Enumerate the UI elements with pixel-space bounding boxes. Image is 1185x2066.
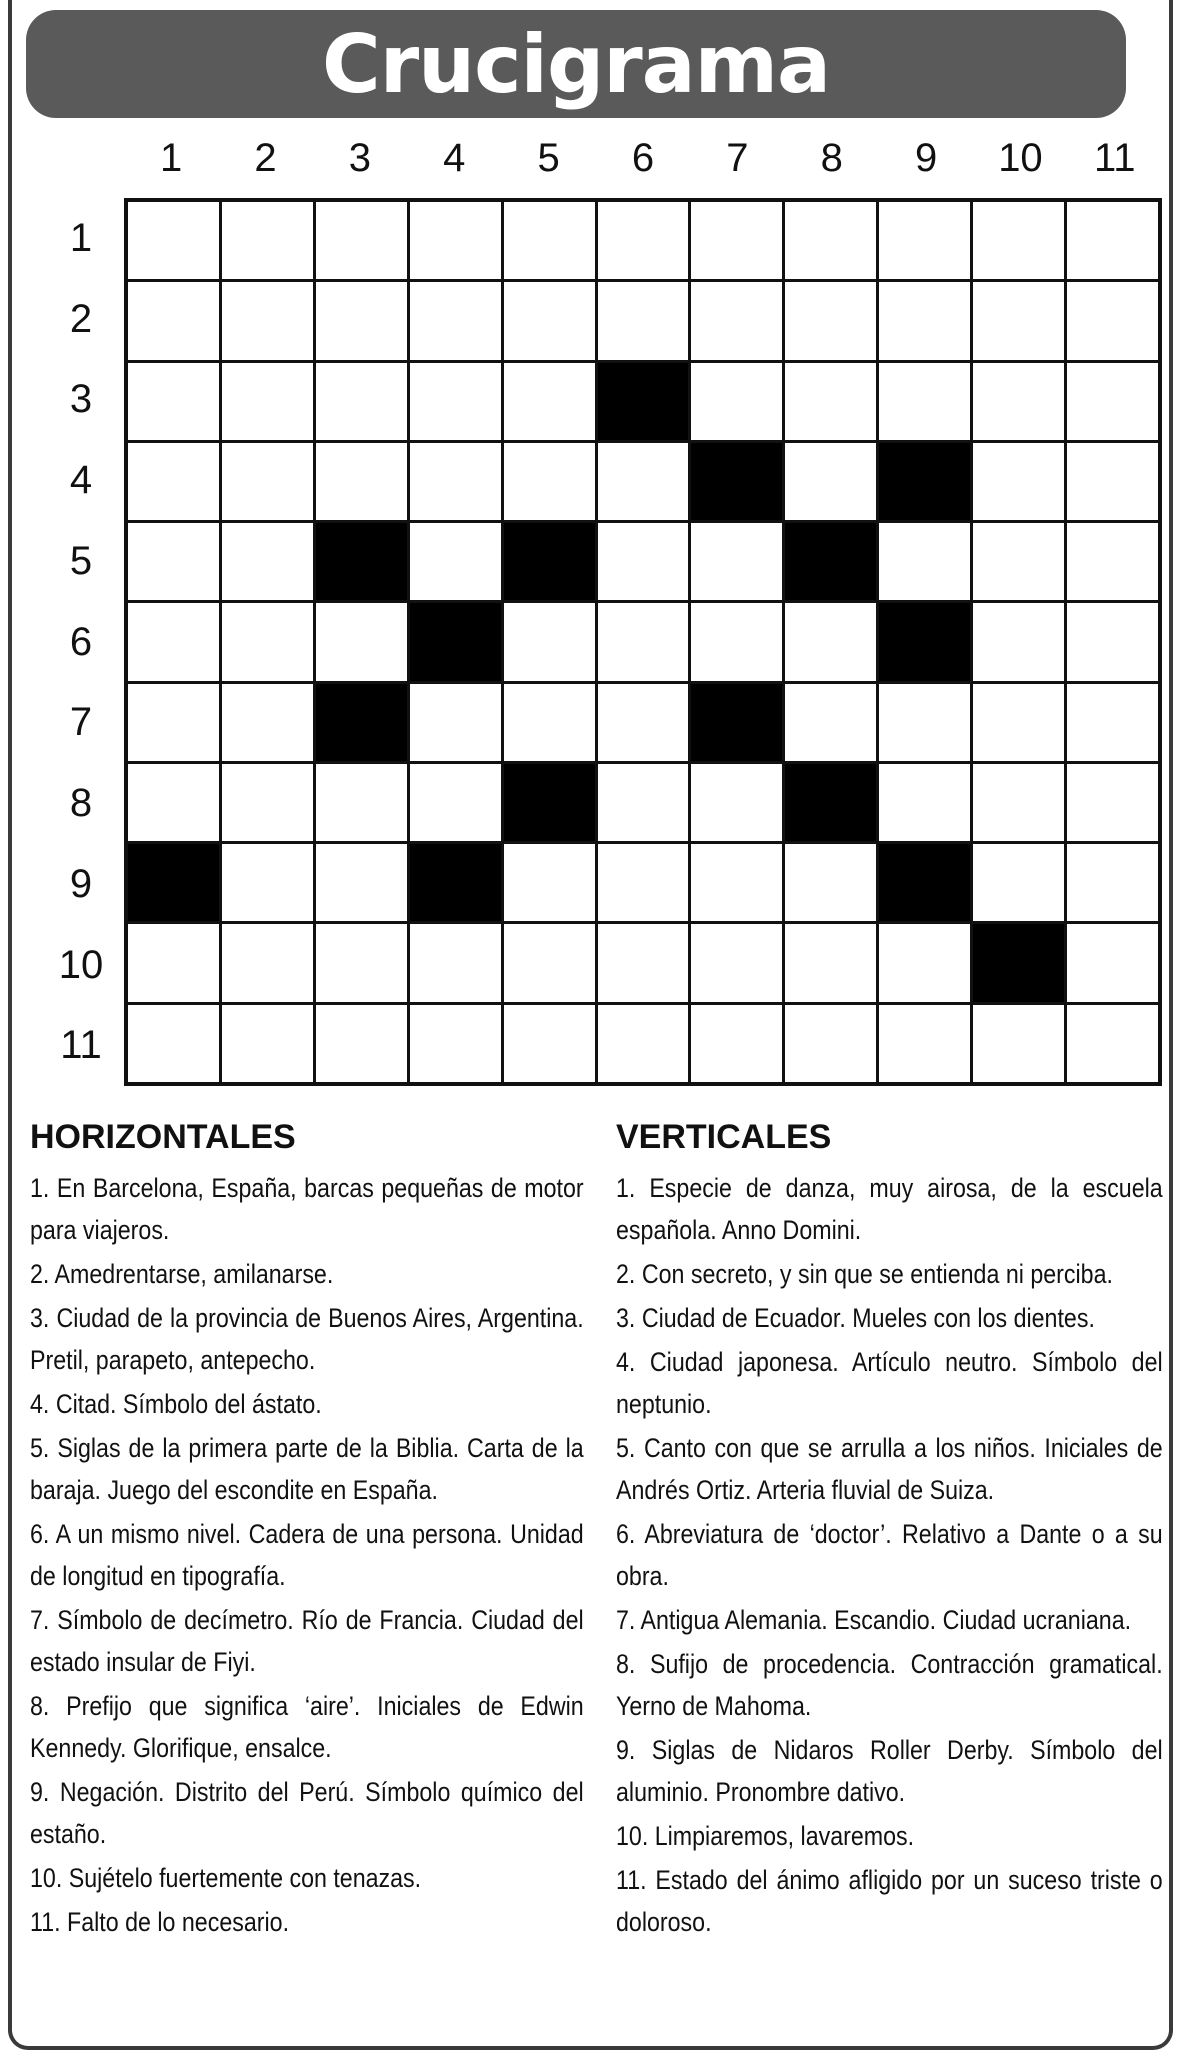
verticales-clue: 1. Especie de danza, muy airosa, de la escuela española. Anno Domini. [616,1173,1163,1245]
grid-cell[interactable] [973,363,1064,440]
verticales-clue: 2. Con secreto, y sin que se entienda ni perciba. [616,1259,1113,1289]
grid-cell[interactable] [128,603,219,680]
grid-cell[interactable] [316,363,407,440]
grid-cell[interactable] [785,684,876,761]
grid-cell[interactable] [410,764,501,841]
grid-cell[interactable] [222,363,313,440]
grid-cell-black [504,764,595,841]
horizontales-heading: HORIZONTALES [30,1118,296,1156]
grid-cell-black [973,924,1064,1001]
grid-cell[interactable] [410,684,501,761]
grid-cell[interactable] [598,282,689,359]
grid-cell[interactable] [691,363,782,440]
row-number: 10 [58,942,104,987]
grid-cell[interactable] [1067,684,1158,761]
horizontales-clue: 9. Negación. Distrito del Perú. Símbolo químico del estaño. [30,1777,584,1849]
grid-cell[interactable] [128,684,219,761]
grid-cell[interactable] [1067,1005,1158,1082]
grid-cell[interactable] [973,443,1064,520]
column-number: 9 [914,136,938,180]
column-number: 2 [254,136,277,180]
grid-cell[interactable] [879,764,970,841]
grid-cell[interactable] [222,764,313,841]
grid-cell[interactable] [691,1005,782,1082]
grid-cell[interactable] [1067,202,1158,279]
grid-cell[interactable] [1067,282,1158,359]
grid-cell[interactable] [598,202,689,279]
grid-cell[interactable] [785,443,876,520]
grid-cell-black [598,363,689,440]
grid-cell[interactable] [973,1005,1064,1082]
grid-cell[interactable] [691,924,782,1001]
row-number: 9 [69,861,93,906]
verticales-clue: 3. Ciudad de Ecuador. Mueles con los dientes. [616,1303,1095,1333]
grid-cell[interactable] [879,684,970,761]
verticales-clue: 11. Estado del ánimo afligido por un suceso triste o doloroso. [616,1865,1163,1937]
grid-cell[interactable] [785,603,876,680]
grid-cell[interactable] [1067,764,1158,841]
column-number: 7 [726,136,749,180]
grid-cell-black [879,844,970,921]
grid-cell[interactable] [691,202,782,279]
grid-cell[interactable] [879,282,970,359]
grid-cell[interactable] [222,202,313,279]
grid-cell[interactable] [1067,924,1158,1001]
grid-cell-black [879,443,970,520]
grid-cell[interactable] [128,282,219,359]
grid-cell[interactable] [316,1005,407,1082]
horizontales-clue: 5. Siglas de la primera parte de la Biblia. Carta de la baraja. Juego del escondite en España. [30,1433,584,1505]
grid-cell[interactable] [222,603,313,680]
grid-cell[interactable] [504,363,595,440]
verticales-clue: 8. Sufijo de procedencia. Contracción gramatical. Yerno de Mahoma. [616,1649,1163,1721]
grid-cell[interactable] [785,844,876,921]
verticales-clue: 7. Antigua Alemania. Escandio. Ciudad ucraniana. [616,1605,1132,1635]
grid-cell[interactable] [785,202,876,279]
row-number: 1 [69,216,93,260]
grid-cell[interactable] [316,603,407,680]
grid-cell-black [410,603,501,680]
grid-cell[interactable] [973,202,1064,279]
grid-cell[interactable] [222,924,313,1001]
grid-cell[interactable] [128,1005,219,1082]
row-number: 11 [60,1023,102,1068]
grid-cell[interactable] [410,443,501,520]
grid-cell[interactable] [410,282,501,359]
grid-cell[interactable] [691,523,782,600]
row-number: 5 [69,538,93,583]
grid-cell[interactable] [222,443,313,520]
title-bar [26,10,1126,118]
grid-cell[interactable] [504,443,595,520]
grid-cell[interactable] [222,844,313,921]
grid-cell[interactable] [504,282,595,359]
grid-cell-black [316,684,407,761]
horizontales-clue: 6. A un mismo nivel. Cadera de una persona. Unidad de longitud en tipografía. [30,1519,584,1591]
grid-cell[interactable] [1067,844,1158,921]
grid-cell[interactable] [973,684,1064,761]
grid-cell-black [785,523,876,600]
grid-cell[interactable] [598,844,689,921]
grid-cell[interactable] [128,523,219,600]
horizontales-clue: 10. Sujételo fuertemente con tenazas. [30,1863,422,1893]
grid-cell[interactable] [504,1005,595,1082]
grid-cell[interactable] [504,844,595,921]
verticales-clue: 10. Limpiaremos, lavaremos. [616,1821,915,1851]
grid-cell[interactable] [973,844,1064,921]
horizontales-clue: 7. Símbolo de decímetro. Río de Francia. Ciudad del estado insular de Fiyi. [30,1605,584,1677]
grid-cell[interactable] [410,924,501,1001]
grid-cell[interactable] [410,523,501,600]
column-number: 3 [348,136,372,180]
grid-cell[interactable] [128,764,219,841]
grid-cell[interactable] [879,202,970,279]
grid-cell[interactable] [504,924,595,1001]
horizontales-clue: 4. Citad. Símbolo del ástato. [30,1389,322,1419]
horizontales-section [30,1118,585,1945]
grid-cell-black [785,764,876,841]
grid-cell[interactable] [128,363,219,440]
grid-cell[interactable] [598,764,689,841]
verticales-section [616,1118,1164,1945]
grid-cell-black [316,523,407,600]
horizontales-clue: 2. Amedrentarse, amilanarse. [30,1259,334,1289]
grid-cell[interactable] [316,844,407,921]
grid-cell[interactable] [128,202,219,279]
row-number: 3 [69,377,93,422]
grid-cell[interactable] [1067,523,1158,600]
grid-cell[interactable] [598,1005,689,1082]
grid-cell-black [879,603,970,680]
grid-cell-black [128,844,219,921]
grid-cell[interactable] [222,282,313,359]
grid-cell[interactable] [316,202,407,279]
column-number: 6 [631,136,655,180]
grid-cell[interactable] [598,523,689,600]
grid-cell[interactable] [691,764,782,841]
grid-cell[interactable] [598,603,689,680]
column-numbers [124,136,1162,186]
grid-cell[interactable] [691,603,782,680]
row-number: 2 [69,296,93,341]
grid-cell[interactable] [691,844,782,921]
grid-cell[interactable] [504,684,595,761]
column-number: 4 [443,136,466,180]
grid-cell[interactable] [316,924,407,1001]
grid-cell[interactable] [222,523,313,600]
grid-cell[interactable] [410,202,501,279]
grid-cell[interactable] [973,282,1064,359]
grid-cell[interactable] [785,282,876,359]
column-number: 1 [160,136,183,180]
page-title: Crucigrama [321,17,830,111]
grid-cell[interactable] [410,363,501,440]
grid-cell[interactable] [128,924,219,1001]
grid-cell[interactable] [504,603,595,680]
horizontales-list [30,1167,585,1943]
verticales-clue: 5. Canto con que se arrulla a los niños. Iniciales de Andrés Ortiz. Arteria fluvial de Suiza. [616,1433,1163,1505]
grid-cell[interactable] [973,764,1064,841]
horizontales-clue: 11. Falto de lo necesario. [30,1907,290,1937]
verticales-list [616,1167,1164,1943]
row-number: 6 [69,619,93,664]
grid-cell[interactable] [504,202,595,279]
grid-cell[interactable] [598,684,689,761]
verticales-clue: 4. Ciudad japonesa. Artículo neutro. Símbolo del neptunio. [616,1347,1163,1419]
grid-cell[interactable] [973,603,1064,680]
horizontales-clue: 3. Ciudad de la provincia de Buenos Aires, Argentina. Pretil, parapeto, antepecho. [30,1303,584,1375]
grid-cell[interactable] [879,363,970,440]
grid-cell[interactable] [1067,443,1158,520]
grid-cell[interactable] [785,1005,876,1082]
row-number: 4 [69,458,93,503]
grid-cell[interactable] [691,282,782,359]
grid-cell[interactable] [128,443,219,520]
column-number: 10 [998,136,1043,180]
grid-cell[interactable] [879,1005,970,1082]
row-number: 8 [69,781,93,826]
crossword-grid [124,198,1162,1086]
grid-cell-black [504,523,595,600]
column-number: 11 [1094,136,1136,180]
grid-cell[interactable] [316,282,407,359]
grid-cell[interactable] [222,684,313,761]
grid-cell[interactable] [598,924,689,1001]
grid-cell[interactable] [973,523,1064,600]
grid-cell-black [691,684,782,761]
grid-cell[interactable] [785,924,876,1001]
column-number: 8 [820,136,843,180]
column-number: 5 [537,136,560,180]
horizontales-clue: 1. En Barcelona, España, barcas pequeñas de motor para viajeros. [30,1173,584,1245]
grid-cell[interactable] [222,1005,313,1082]
verticales-heading: VERTICALES [616,1118,832,1156]
grid-cell[interactable] [316,764,407,841]
verticales-clue: 6. Abreviatura de ‘doctor’. Relativo a Dante o a su obra. [616,1519,1163,1591]
grid-cell-black [691,443,782,520]
grid-cell[interactable] [785,363,876,440]
grid-cell-black [410,844,501,921]
verticales-clue: 9. Siglas de Nidaros Roller Derby. Símbolo del aluminio. Pronombre dativo. [616,1735,1163,1807]
grid-cell[interactable] [879,924,970,1001]
grid-cell[interactable] [1067,363,1158,440]
horizontales-clue: 8. Prefijo que significa ‘aire’. Iniciales de Edwin Kennedy. Glorifique, ensalce. [30,1691,584,1763]
grid-cell[interactable] [316,443,407,520]
grid-cell[interactable] [410,1005,501,1082]
row-number: 7 [69,700,93,745]
grid-cell[interactable] [1067,603,1158,680]
row-numbers [26,198,136,1086]
grid-cell[interactable] [879,523,970,600]
grid-cell[interactable] [598,443,689,520]
